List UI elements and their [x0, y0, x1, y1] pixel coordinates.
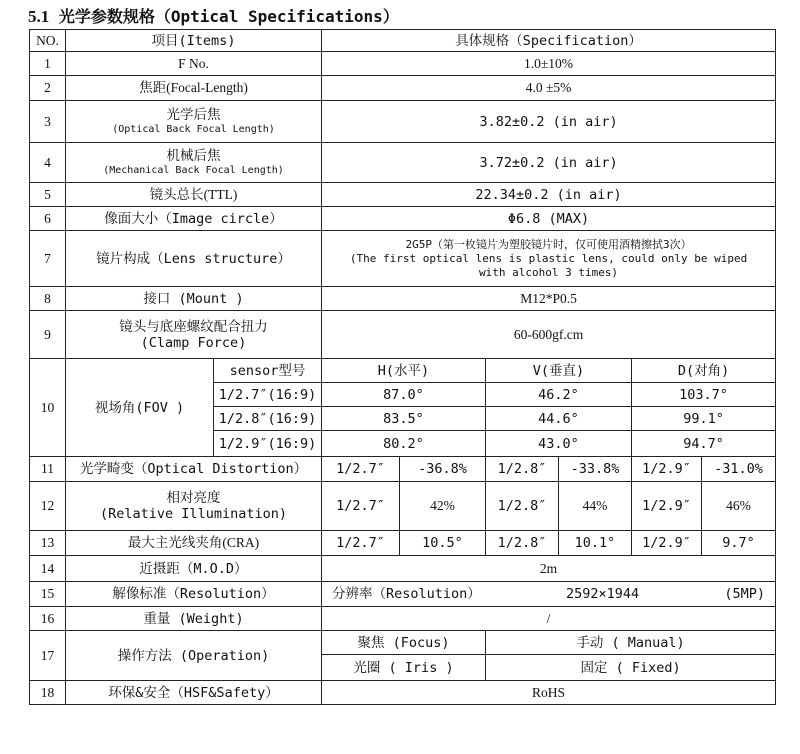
item-cn: 光学后焦 — [166, 107, 221, 123]
header-no: NO. — [30, 30, 66, 52]
fov-head-v: V(垂直) — [486, 359, 632, 383]
illumination-sensor-2: 1/2.8″ — [486, 482, 559, 531]
row-no: 15 — [30, 582, 66, 607]
fov-d: 99.1° — [632, 407, 776, 431]
table-row — [30, 556, 776, 582]
table-row — [30, 482, 776, 531]
row-no: 8 — [30, 287, 66, 311]
item-en: (Optical Back Focal Length) — [112, 124, 275, 135]
table-row — [30, 457, 776, 482]
fov-v: 46.2° — [486, 383, 632, 407]
row-spec: Φ6.8 (MAX) — [322, 207, 776, 231]
operation-focus-value: 手动 ( Manual) — [486, 631, 776, 655]
header-items: 项目(Items) — [66, 30, 322, 52]
distortion-sensor-1: 1/2.7″ — [322, 457, 400, 482]
row-spec: 3.72±0.2 (in air) — [322, 143, 776, 183]
fov-header-row — [30, 359, 776, 383]
row-item — [66, 311, 322, 359]
cra-sensor-1: 1/2.7″ — [322, 531, 400, 556]
table-row — [30, 607, 776, 631]
illumination-sensor-3: 1/2.9″ — [632, 482, 702, 531]
fov-head-h: H(水平) — [322, 359, 486, 383]
row-spec — [322, 231, 776, 287]
optical-spec-table — [29, 29, 776, 705]
fov-h: 87.0° — [322, 383, 486, 407]
fov-sensor: 1/2.7″(16:9) — [214, 383, 322, 407]
row-item: 环保&安全（HSF&Safety） — [66, 681, 322, 705]
resolution-label: 分辨率（Resolution） — [332, 586, 481, 602]
table-row — [30, 76, 776, 101]
fov-h: 80.2° — [322, 431, 486, 457]
table-row — [30, 582, 776, 607]
item-cn: 机械后焦 — [166, 148, 221, 164]
fov-v: 44.6° — [486, 407, 632, 431]
distortion-value-2: -33.8% — [559, 457, 632, 482]
table-row — [30, 231, 776, 287]
row-no: 12 — [30, 482, 66, 531]
table-row — [30, 183, 776, 207]
cra-value-3: 9.7° — [702, 531, 776, 556]
row-item: 镜头总长(TTL) — [66, 183, 322, 207]
spec-line-3: with alcohol 3 times) — [478, 265, 619, 279]
fov-sensor: 1/2.9″(16:9) — [214, 431, 322, 457]
illumination-value-2: 44% — [559, 482, 632, 531]
header-specification: 具体规格（Specification） — [322, 30, 776, 52]
row-no: 10 — [30, 359, 66, 457]
row-no: 17 — [30, 631, 66, 681]
row-item — [66, 482, 322, 531]
spec-line-2: (The first optical lens is plastic lens, could only be wiped — [349, 251, 748, 265]
row-no: 13 — [30, 531, 66, 556]
cra-sensor-3: 1/2.9″ — [632, 531, 702, 556]
row-item: 重量 (Weight) — [66, 607, 322, 631]
row-spec — [322, 582, 776, 607]
operation-focus-label: 聚焦 (Focus) — [322, 631, 486, 655]
illumination-value-1: 42% — [400, 482, 486, 531]
row-spec: RoHS — [322, 681, 776, 705]
row-spec: 60-600gf.cm — [322, 311, 776, 359]
fov-h: 83.5° — [322, 407, 486, 431]
resolution-pixels: 2592×1944 — [566, 586, 640, 602]
row-no: 6 — [30, 207, 66, 231]
table-row — [30, 531, 776, 556]
row-no: 7 — [30, 231, 66, 287]
item-cn: 镜头与底座螺纹配合扭力 — [119, 318, 268, 335]
row-no: 4 — [30, 143, 66, 183]
row-spec: 1.0±10% — [322, 52, 776, 76]
row-no: 1 — [30, 52, 66, 76]
row-item: 光学畸变（Optical Distortion） — [66, 457, 322, 482]
section-heading — [28, 4, 399, 27]
fov-head-d: D(对角) — [632, 359, 776, 383]
row-no: 14 — [30, 556, 66, 582]
fov-sensor: 1/2.8″(16:9) — [214, 407, 322, 431]
section-number: 5.1 — [28, 7, 50, 26]
row-no: 2 — [30, 76, 66, 101]
illumination-value-3: 46% — [702, 482, 776, 531]
row-no: 5 — [30, 183, 66, 207]
row-no: 11 — [30, 457, 66, 482]
cra-sensor-2: 1/2.8″ — [486, 531, 559, 556]
distortion-sensor-3: 1/2.9″ — [632, 457, 702, 482]
cra-value-1: 10.5° — [400, 531, 486, 556]
row-item: 近摄距（M.O.D） — [66, 556, 322, 582]
row-spec: 22.34±0.2 (in air) — [322, 183, 776, 207]
row-item: 操作方法 (Operation) — [66, 631, 322, 681]
distortion-sensor-2: 1/2.8″ — [486, 457, 559, 482]
operation-iris-value: 固定 ( Fixed) — [486, 655, 776, 681]
row-item: F No. — [66, 52, 322, 76]
row-no: 18 — [30, 681, 66, 705]
table-row — [30, 207, 776, 231]
table-row — [30, 143, 776, 183]
row-spec: 2m — [322, 556, 776, 582]
cra-value-2: 10.1° — [559, 531, 632, 556]
row-item: 接口 (Mount ) — [66, 287, 322, 311]
row-item: 解像标准（Resolution） — [66, 582, 322, 607]
row-spec: / — [322, 607, 776, 631]
row-item — [66, 101, 322, 143]
illumination-sensor-1: 1/2.7″ — [322, 482, 400, 531]
item-en: (Relative Illumination) — [100, 506, 287, 522]
row-item: 像面大小（Image circle） — [66, 207, 322, 231]
row-item: 焦距(Focal-Length) — [66, 76, 322, 101]
fov-v: 43.0° — [486, 431, 632, 457]
row-no: 16 — [30, 607, 66, 631]
fov-head-sensor: sensor型号 — [214, 359, 322, 383]
item-en: (Mechanical Back Focal Length) — [103, 165, 284, 176]
row-no: 9 — [30, 311, 66, 359]
row-spec: 3.82±0.2 (in air) — [322, 101, 776, 143]
section-title: 光学参数规格（Optical Specifications） — [58, 7, 399, 26]
row-spec: M12*P0.5 — [322, 287, 776, 311]
table-header-row — [30, 30, 776, 52]
table-row — [30, 101, 776, 143]
row-no: 3 — [30, 101, 66, 143]
row-item — [66, 143, 322, 183]
table-row — [30, 681, 776, 705]
resolution-mp: (5MP) — [724, 586, 766, 602]
item-cn: 相对亮度 — [166, 490, 221, 506]
row-item: 镜片构成（Lens structure） — [66, 231, 322, 287]
fov-d: 103.7° — [632, 383, 776, 407]
operation-iris-label: 光圈 ( Iris ) — [322, 655, 486, 681]
table-row — [30, 52, 776, 76]
table-row — [30, 311, 776, 359]
distortion-value-3: -31.0% — [702, 457, 776, 482]
fov-d: 94.7° — [632, 431, 776, 457]
table-row — [30, 631, 776, 655]
distortion-value-1: -36.8% — [400, 457, 486, 482]
row-item: 最大主光线夹角(CRA) — [66, 531, 322, 556]
row-spec: 4.0 ±5% — [322, 76, 776, 101]
spec-line-1: 2G5P（第一枚镜片为塑胶镜片时，仅可使用酒精擦拭3次） — [405, 237, 692, 251]
item-en: (Clamp Force) — [140, 334, 247, 351]
table-row — [30, 287, 776, 311]
row-item: 视场角(FOV ) — [66, 359, 214, 457]
